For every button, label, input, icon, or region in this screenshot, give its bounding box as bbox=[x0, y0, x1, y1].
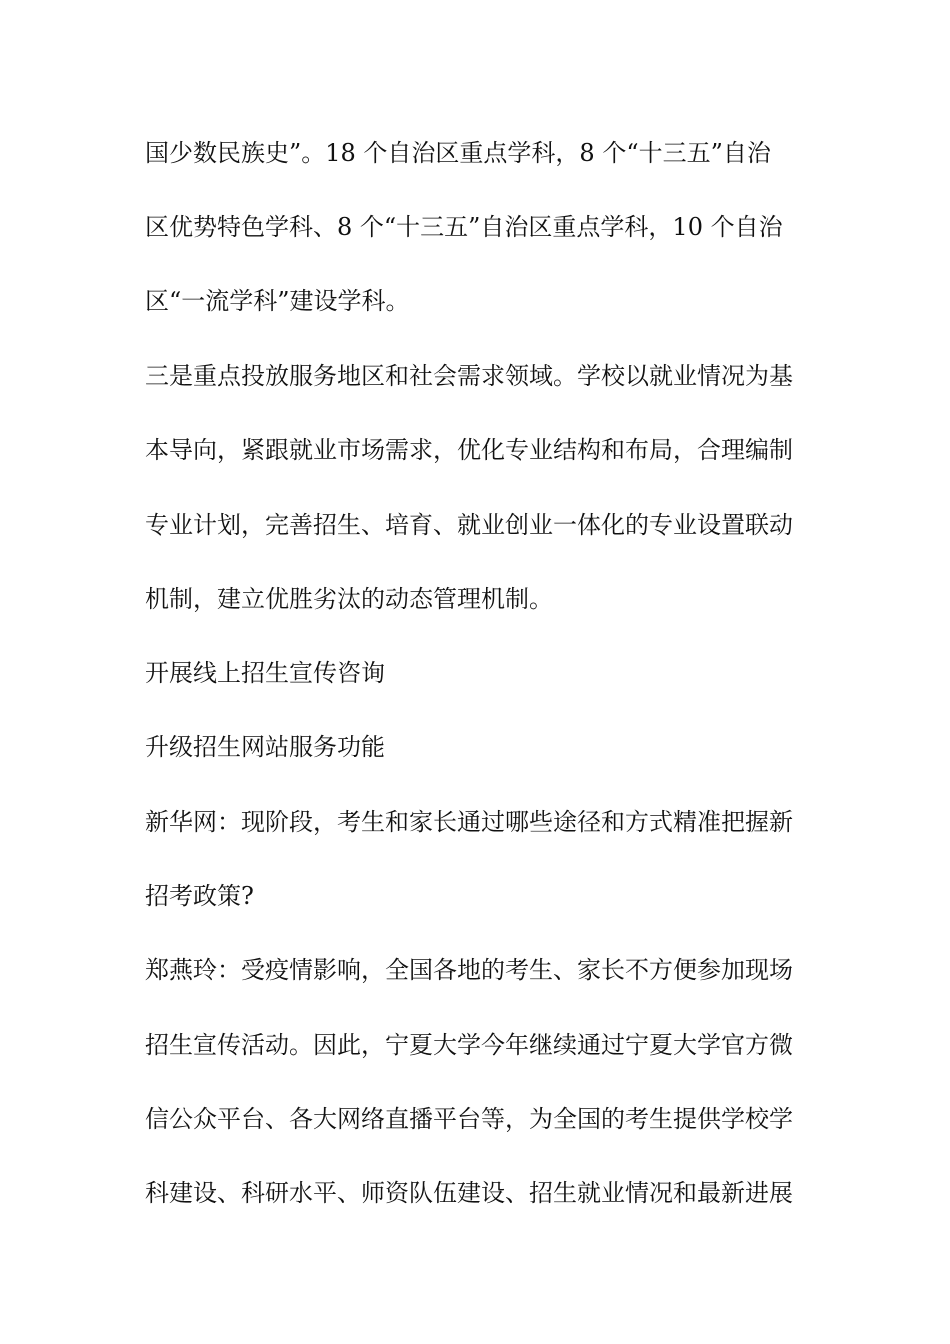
interview-answer-line: 科建设、科研水平、师资队伍建设、招生就业情况和最新进展 bbox=[145, 1179, 793, 1207]
section-heading: 开展线上招生宣传咨询 bbox=[145, 659, 385, 687]
interview-answer-line: 招生宣传活动。因此，宁夏大学今年继续通过宁夏大学官方微 bbox=[145, 1031, 793, 1059]
interview-answer-line: 郑燕玲：受疫情影响，全国各地的考生、家长不方便参加现场 bbox=[145, 956, 793, 984]
interview-question-line: 招考政策? bbox=[145, 882, 254, 910]
interview-question-line: 新华网：现阶段，考生和家长通过哪些途径和方式精准把握新 bbox=[145, 808, 793, 836]
interview-answer-line: 信公众平台、各大网络直播平台等，为全国的考生提供学校学 bbox=[145, 1105, 793, 1133]
paragraph-line: 区“一流学科”建设学科。 bbox=[145, 287, 410, 315]
paragraph-line: 本导向，紧跟就业市场需求，优化专业结构和布局，合理编制 bbox=[145, 436, 793, 464]
paragraph-line: 区优势特色学科、8 个“十三五”自治区重点学科，10 个自治 bbox=[145, 213, 783, 241]
paragraph-line: 三是重点投放服务地区和社会需求领域。学校以就业情况为基 bbox=[145, 362, 793, 390]
paragraph-line: 专业计划，完善招生、培育、就业创业一体化的专业设置联动 bbox=[145, 511, 793, 539]
section-heading: 升级招生网站服务功能 bbox=[145, 733, 385, 761]
paragraph-line: 机制，建立优胜劣汰的动态管理机制。 bbox=[145, 585, 553, 613]
paragraph-line: 国少数民族史”。18 个自治区重点学科，8 个“十三五”自治 bbox=[145, 139, 771, 167]
